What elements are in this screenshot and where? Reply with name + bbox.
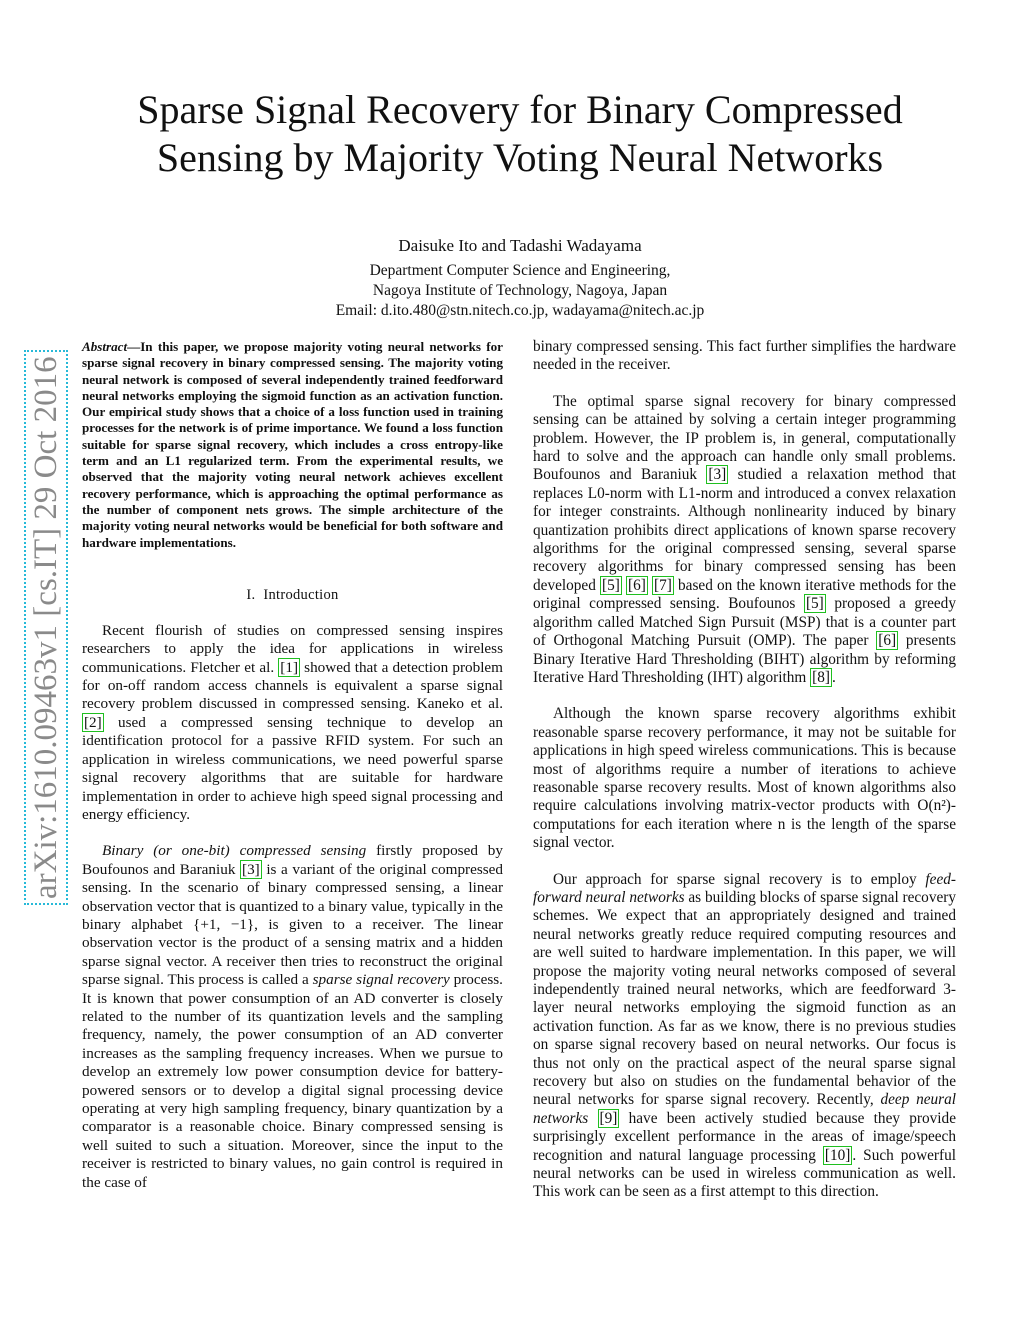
section-heading [82,587,503,604]
citation-link[interactable]: [1] [280,658,299,676]
citation-link[interactable]: [5] [602,576,620,594]
intro-paragraph-3: The optimal sparse signal recovery for binary compressed sensing can be attained by solving a certain integer programming problem. However, the IP problem is, in general, computationally hard to solve and the approach can handle only small problems. Boufounos and Baraniuk [3] studied a relaxation method that replaces L0-norm with L1-norm and introduced a convex relaxation for integer constraints. Although nonlinearity induced by binary quantization prohibits direct applications of known sparse recovery algorithms for the original compressed sensing, several sparse recovery algorithms for binary compressed sensing has been developed [5] [6] [7] based on the known iterative methods for the original compressed sensing. Boufounos [5] proposed a greedy algorithm called Matched Sign Pursuit (MSP) that is a counter part of Orthogonal Matching Pursuit (OMP). The paper [6] presents Binary Iterative Hard Thresholding (BIHT) algorithm by reforming Iterative Hard Thresholding (IHT) algorithm [8] . [533,392,956,686]
right-column [533,338,956,1202]
term-sparse-recovery: sparse signal recovery [312,971,450,989]
intro-paragraph-4: Although the known sparse recovery algorithms exhibit reasonable sparse recovery performance, it may not be suitable for applications in high speed wireless communications. This is because most of algorithms require a number of iterations to achieve reasonable sparse recovery results. Most of known algorithms also require calculations involving matrix-vector products with O(n²)-computations for each iteration where n is the length of the sparse signal vector. [533,705,956,852]
intro-paragraph-2-cont: binary compressed sensing. This fact further simplifies the hardware needed in the receiver. [533,338,956,374]
intro-paragraph-2: Binary (or one-bit) compressed sensing firstly proposed by Boufounos and Baraniuk [3] is a variant of the original compressed sensing. In the scenario of binary compressed sensing, a linear observation vector that is quantized to a binary value, typically in the binary alphabet {+1, −1}, is given to a receiver. The linear observation vector is the product of a sensing matrix and a hidden sparse signal vector. A receiver then tries to reconstruct the original sparse signal. This process is called a sparse signal recovery process. It is known that power consumption of an AD converter is closely related to the number of its quantization levels and the sampling frequency, namely, the power consumption of an AD converter increases as the sampling frequency increases. When we pursue to develop an extremely low power consumption device for battery-powered sensors or to develop a digital signal processing device operating at very high sampling frequency, binary quantization by a comparator is a reasonable choice. Binary compressed sensing is well suited to such a situation. Moreover, since the input to the receiver is restricted to binary values, no gain control is required in the case of [82,842,503,1191]
affiliation [120,261,920,321]
author-emails: Email: d.ito.480@stn.nitech.co.jp, wadayama@nitech.ac.jp [335,302,705,319]
term-binary-cs: Binary (or one-bit) compressed sensing [102,842,367,860]
citation-link[interactable]: [3] [708,466,727,484]
term-deep-nn: deep neural networks [533,1091,957,1127]
abstract-label: Abstract [82,339,128,354]
abstract-text: —In this paper, we propose majority voting neural networks for sparse signal recovery in binary compressed sensing. The majority voting neural network is composed of several independently trained feedforward neural networks employing the sigmoid function as an activation function. Our empirical study shows that a choice of a loss function used in training processes for the network is of prime importance. We found a loss function suitable for sparse signal recovery, which includes a cross entropy-like term and an L1 regularized term. From the experimental results, we observed that the majority voting neural network achieves excellent recovery performance, which is approaching the optimal performance as the number of component nets grows. The simple architecture of the majority voting neural networks would be beneficial for both software and hardware implementations. [82,339,503,550]
citation-link[interactable]: [6] [878,632,897,650]
citation-link[interactable]: [2] [84,713,102,731]
term-feedforward-nn: feed-forward neural networks [533,870,956,906]
abstract [82,339,503,551]
section-title: Introduction [263,586,339,603]
section-number: I. [246,586,256,603]
citation-link[interactable]: [10] [824,1146,851,1164]
citation-link[interactable]: [7] [654,576,672,594]
citation-link[interactable]: [3] [242,860,260,878]
affiliation-institute: Nagoya Institute of Technology, Nagoya, Japan [372,282,668,299]
intro-paragraph-1: Recent flourish of studies on compressed sensing inspires researchers to apply the idea for applications in wireless communications. Fletcher et al. [1] showed that a detection problem for on-off random access channels is equivalent a sparse signal recovery problem discussed in compressed sensing. Kaneko et al. [2] used a compressed sensing technique to develop an identification protocol for a passive RFID system. For such an application in wireless communications, we need powerful sparse signal recovery algorithms that are suitable for hardware implementation in order to achieve high speed signal processing and energy efficiency. [82,621,503,823]
citation-link[interactable]: [9] [599,1109,618,1127]
authors: Daisuke Ito and Tadashi Wadayama [398,236,642,255]
citation-link[interactable]: [5] [805,595,824,613]
paper-title: Sparse Signal Recovery for Binary Compressed Sensing by Majority Voting Neural Networks [137,87,903,180]
citation-link[interactable]: [6] [628,576,646,594]
arxiv-identifier[interactable]: arXiv:1610.09463v1 [cs.IT] 29 Oct 2016 [24,350,68,905]
citation-link[interactable]: [8] [812,668,830,686]
left-column [82,339,503,1192]
affiliation-department: Department Computer Science and Engineering, [369,262,671,279]
intro-paragraph-5: Our approach for sparse signal recovery is to employ feed-forward neural networks as building blocks of sparse signal recovery schemes. We expect that an appropriately designed and trained neural networks greatly reduce required computing resources and are well suited to hardware implementation. In this paper, we will propose the majority voting neural networks composed of several independently trained neural networks, which are feedforward 3-layer neural networks employing the sigmoid function as an activation function. As far as we know, there is no previous studies on sparse signal recovery based on neural networks. Our focus is thus not only on the practical aspect of the neural sparse signal recovery but also on studies on the fundamental behavior of the neural networks for sparse signal recovery. Recently, deep neural networks [9] have been actively studied because they provide surprisingly excellent performance in the areas of image/speech recognition and natural language processing [10] . Such powerful neural networks can be used in wireless communication as well. This work can be seen as a first attempt to this direction. [533,870,957,1201]
